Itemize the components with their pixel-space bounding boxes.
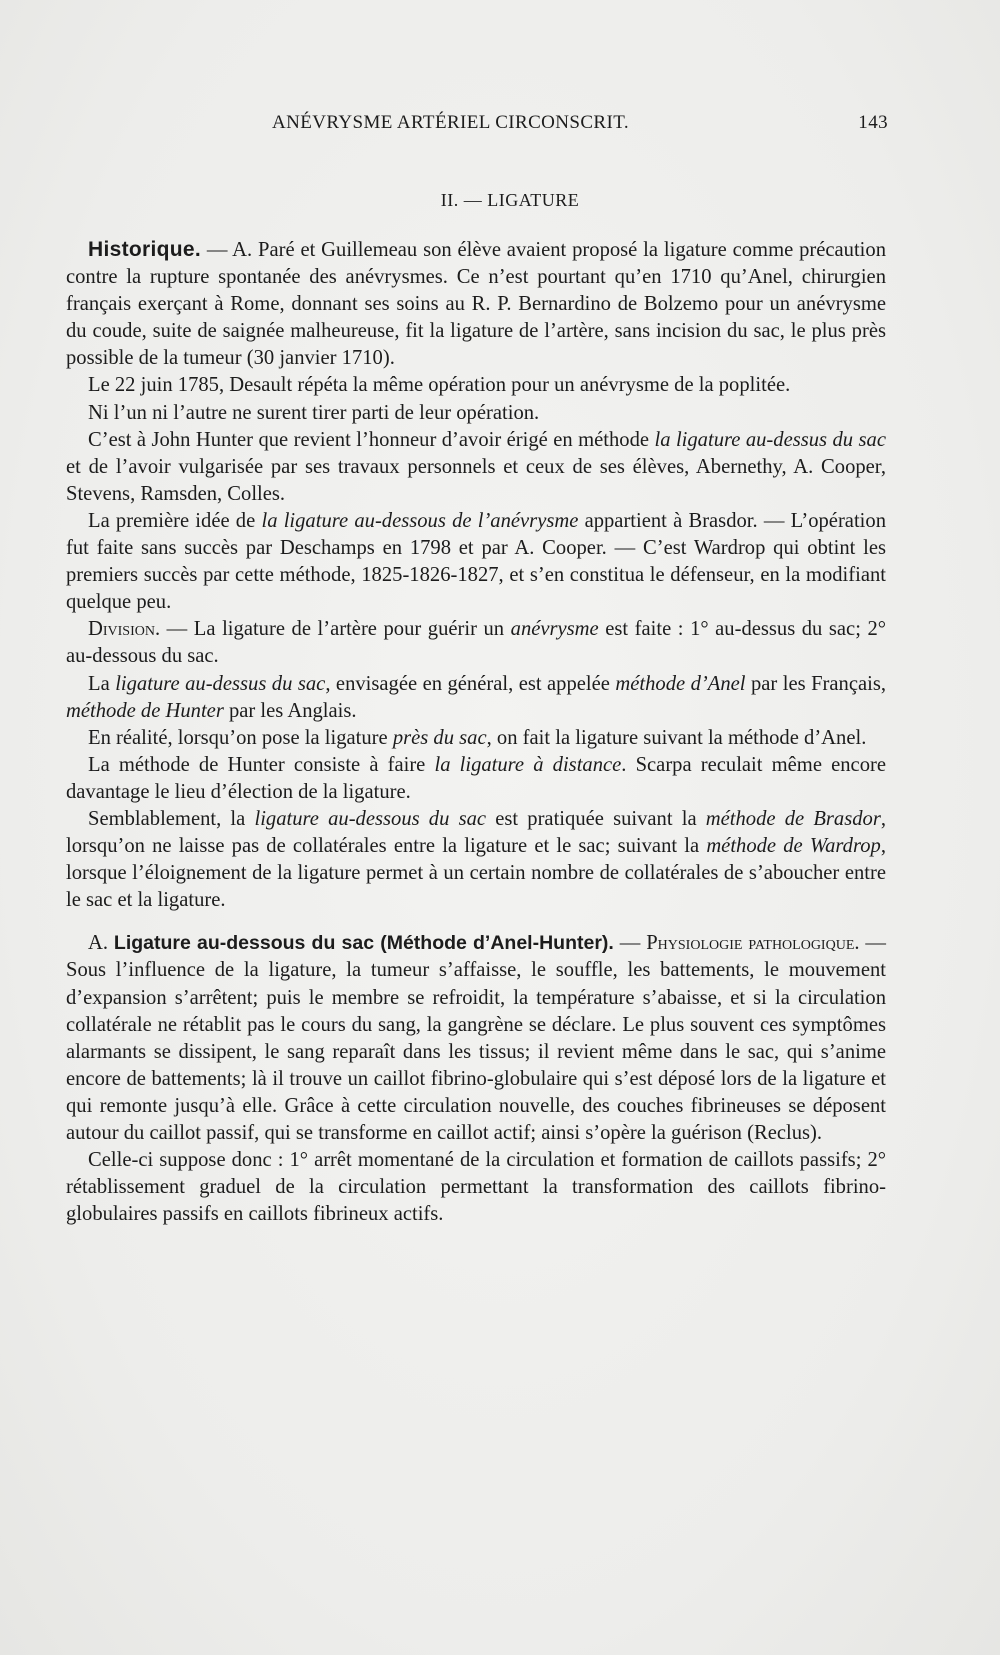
paragraph-gap bbox=[66, 914, 886, 930]
paragraph-anel-method bbox=[66, 671, 886, 725]
page-number: 143 bbox=[858, 112, 888, 133]
run-in-heading: Division. bbox=[88, 618, 161, 641]
italic-run: ligature au-dessus du sac bbox=[115, 672, 326, 695]
italic-run: méthode d’Anel bbox=[615, 672, 746, 695]
italic-run: méthode de Hunter bbox=[66, 699, 224, 722]
paragraph-ligature-section bbox=[66, 930, 886, 1147]
text-run: est pratiquée suivant la bbox=[486, 807, 706, 830]
text-run: , lorsque l’éloignement de la ligature permet à un certain nombre de collatérales de s’aboucher entre le sac et la ligature. bbox=[66, 835, 886, 912]
text-run: La première idée de bbox=[88, 509, 262, 532]
text-run: et de l’avoir vulgarisée par ses travaux personnels et ceux de ses élèves, Abernethy, A. Cooper, Stevens, Ramsden, Colles. bbox=[66, 455, 886, 505]
italic-run: la ligature à distance bbox=[434, 753, 622, 776]
text-run: Semblablement, la bbox=[88, 807, 255, 830]
text-run: — La ligature de l’artère pour guérir un bbox=[160, 618, 511, 641]
text-run: . Scarpa reculait même encore davantage le lieu d’élection de la ligature. bbox=[66, 753, 886, 803]
paragraph-hunter-method bbox=[66, 752, 886, 806]
text-run: , lorsqu’on ne laisse pas de collatérales entre la ligature et le sac; suivant la bbox=[66, 807, 887, 858]
paragraph-celle-ci: Celle-ci suppose donc : 1° arrêt momentané de la circulation et formation de caillots passifs; 2° rétablissement graduel de la circulation permettant la transformation des caillots fibrino-globulaires passifs en caillots fibrineux actifs. bbox=[66, 1149, 886, 1226]
paragraph-en-realite bbox=[66, 725, 886, 752]
run-in-heading: Physiologie pathologique. bbox=[646, 932, 860, 955]
text-run: C’est à John Hunter que revient l’honneur d’avoir érigé en méthode bbox=[88, 428, 655, 451]
text-run: En réalité, lorsqu’on pose la ligature bbox=[88, 726, 393, 749]
run-in-heading: Historique. bbox=[88, 238, 201, 261]
section-heading: II. — LIGATURE bbox=[440, 190, 580, 210]
paragraph-desault: Le 22 juin 1785, Desault répéta la même opération pour un anévrysme de la poplitée. bbox=[88, 374, 791, 397]
paragraph-historique bbox=[66, 236, 886, 372]
text-run: — bbox=[613, 932, 647, 955]
body-text bbox=[66, 236, 886, 1228]
paragraph-division bbox=[66, 616, 886, 670]
text-run: est faite : 1° au-dessus du sac; 2° au-dessous du sac. bbox=[66, 618, 886, 668]
text-run: , envisagée en général, est appelée bbox=[325, 672, 616, 695]
subsection-heading: Ligature au-dessous du sac (Méthode d’Anel-Hunter). bbox=[113, 932, 614, 955]
italic-run: ligature au-dessous du sac bbox=[254, 807, 487, 830]
text-run: par les Français, bbox=[745, 672, 886, 695]
italic-run: la ligature au-dessous de l’anévrysme bbox=[261, 509, 579, 532]
text-run: La bbox=[88, 672, 116, 695]
italic-run: méthode de Wardrop bbox=[706, 835, 881, 858]
italic-run: la ligature au-dessus du sac bbox=[654, 428, 886, 451]
text-run: appartient à Brasdor. — L’opération fut faite sans succès par Deschamps en 1798 et par A. Cooper. — C’est Wardrop qui obtint les premiers succès par cette méthode, 1825-1826-1827, et s’en constitua le défenseur, en la modifiant quelque peu. bbox=[66, 509, 886, 614]
paragraph-text: — Sous l’influence de la ligature, la tumeur s’affaisse, le souffle, les battements, le mouvement d’expansion s’arrêtent; puis le membre se refroidit, la température s’abaisse, et si la circulation collatérale ne rétablit pas le cours du sang, la gangrène se déclare. Le plus souvent ces symptômes alarmants se dissipent, le sang reparaît dans les tissus; il revient même dans le sac, qui s’anime encore de battements; là il trouve un caillot fibrino-globulaire qui s’est déposé lors de la ligature et qui remonte jusqu’à elle. Grâce à cette circulation nouvelle, des couches fibrineuses se déposent autour du caillot passif, qui se transforme en caillot actif; ainsi s’opère la guérison (Reclus). bbox=[66, 932, 886, 1144]
paragraph-brasdor bbox=[66, 508, 886, 616]
italic-run: près du sac bbox=[392, 726, 487, 749]
running-title: ANÉVRYSME ARTÉRIEL CIRCONSCRIT. bbox=[272, 112, 629, 133]
text-run: par les Anglais. bbox=[223, 699, 357, 722]
italic-run: anévrysme bbox=[510, 618, 599, 641]
paragraph-text: — A. Paré et Guillemeau son élève avaient proposé la ligature comme précaution contre la rupture spontanée des anévrysmes. Ce n’est pourtant qu’en 1710 qu’Anel, chirurgien français exerçant à Rome, donnant ses soins au R. P. Bernardino de Bolzemo pour un anévrysme du coude, suite de saignée malheureuse, fit la ligature de l’artère, sans incision du sac, le plus près possible de la tumeur (30 janvier 1710). bbox=[66, 239, 886, 370]
text-run: La méthode de Hunter consiste à faire bbox=[88, 753, 435, 776]
paragraph-hunter bbox=[66, 427, 886, 508]
paragraph-neither: Ni l’un ni l’autre ne surent tirer parti de leur opération. bbox=[88, 401, 540, 424]
paragraph-semblablement bbox=[66, 806, 886, 914]
text-run: , on fait la ligature suivant la méthode d’Anel. bbox=[486, 726, 867, 749]
italic-run: méthode de Brasdor bbox=[705, 807, 881, 830]
section-letter: A. bbox=[88, 932, 114, 955]
